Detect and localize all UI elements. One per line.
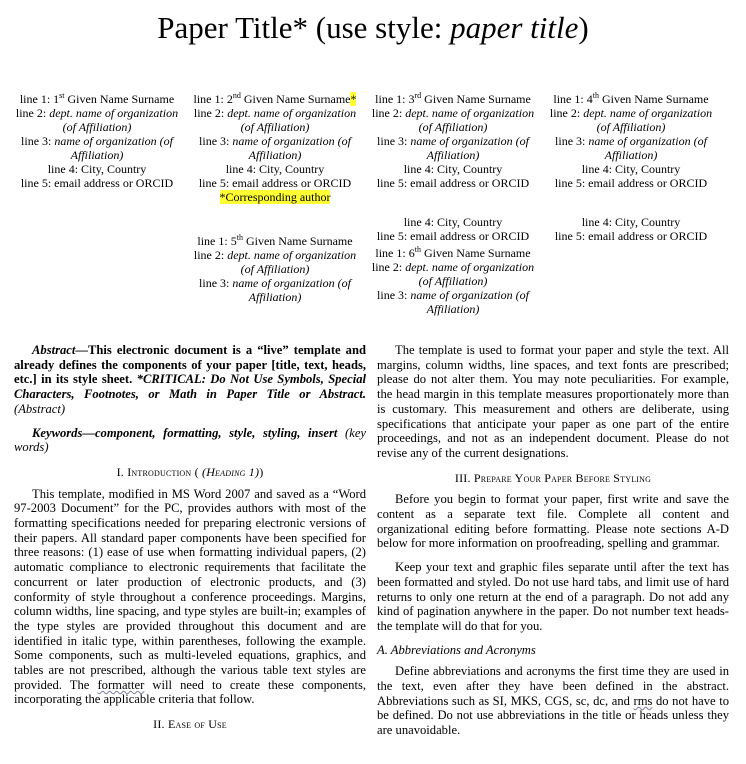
prepare-paragraph-2: Keep your text and graphic files separate until after the text has been formatted and styled. Do not use hard tabs, and limit use of hard returns to only one return at the end of a paragraph. Do not add any kind of pagination anywhere in the paper. Do not number text heads-the template will do that for you. xyxy=(377,560,729,633)
author-block-5: line 1: 5th Given Name Surname line 2: dept. name of organization (of Affiliation) line 3: name of organization (of Affiliation) xyxy=(193,233,357,304)
author-block-2: line 1: 2nd Given Name Surname* line 2: dept. name of organization (of Affiliation) line 3: name of organization (of Affiliation) line 4: City, Country line 5: email address or ORCID *Corresponding author xyxy=(193,91,357,204)
right-column xyxy=(377,343,729,738)
left-column xyxy=(14,343,366,739)
keywords: Keywords—component, formatting, style, styling, insert (key words) xyxy=(14,425,366,455)
abstract: Abstract—This electronic document is a “live” template and already defines the components of your paper [title, text, heads, etc.] in its style sheet. *CRITICAL: Do Not Use Symbols, Special Characters, Footnotes, or Math in Paper Title or Abstract. (Abstract) xyxy=(14,343,366,416)
intro-paragraph: This template, modified in MS Word 2007 and saved as a “Word 97-2003 Document” for the PC, provides authors with most of the formatting specifications needed for preparing electronic versions of their papers. All standard paper components have been specified for three reasons: (1) ease of use when formatting individual papers, (2) automatic compliance to electronic requirements that facilitate the concurrent or later production of electronic products, and (3) conformity of style throughout a conference proceedings. Margins, column widths, line spacing, and type styles are built-in; examples of the type styles are provided throughout this document and are identified in italic type, within parentheses, following the example. Some components, such as multi-leveled equations, graphics, and tables are not prescribed, although the various table text styles are provided. The formatter will need to create these components, incorporating the applicable criteria that follow. xyxy=(14,486,366,707)
template-paragraph: The template is used to format your paper and style the text. All margins, column widths, line spaces, and text fonts are prescribed; please do not alter them. You may note peculiarities. For example, the head margin in this template measures proportionately more than is customary. This measurement and others are deliberate, using specifications that anticipate your paper as one part of the entire proceedings, and not as an independent document. Please do not revise any of the current designations. xyxy=(377,343,729,460)
prepare-heading: III. Prepare Your Paper Before Styling xyxy=(454,470,652,485)
author-block-3: line 1: 3rd Given Name Surname line 2: dept. name of organization (of Affiliation) line 3: name of organization (of Affiliation) line 4: City, Country line 5: email address or ORCID xyxy=(371,91,535,190)
author-block-1: line 1: 1st Given Name Surname line 2: dept. name of organization (of Affiliation) line 3: name of organization (of Affiliation) line 4: City, Country line 5: email address or ORCID xyxy=(15,91,179,190)
paper-title: Paper Title* (use style: paper title) xyxy=(157,10,589,45)
ease-of-use-heading: II. Ease of Use xyxy=(153,717,227,732)
abbreviations-paragraph: Define abbreviations and acronyms the first time they are used in the text, even after they have been defined in the abstract. Abbreviations such as SI, MKS, CGS, sc, dc, and rms do not have to be defined. Do not use abbreviations in the title or heads unless they are unavoidable. xyxy=(377,664,729,738)
author-block-4: line 1: 4th Given Name Surname line 2: dept. name of organization (of Affiliation) line 3: name of organization (of Affiliation) line 4: City, Country line 5: email address or ORCID xyxy=(549,91,713,190)
author-block-6: line 4: City, Country line 5: email address or ORCID line 1: 6th Given Name Surname line 2: dept. name of organization (of Affiliation) line 3: name of organization (of Affiliation) xyxy=(371,215,535,316)
prepare-paragraph-1: Before you begin to format your paper, first write and save the content as a separate text file. Complete all content and organizational editing before formatting. Please note sections A-D below for more information on proofreading, spelling and grammar. xyxy=(377,492,729,551)
corresponding-author-note: *Corresponding author xyxy=(219,190,331,204)
author-block-7: line 4: City, Country line 5: email address or ORCID xyxy=(554,215,708,243)
abbreviations-heading: A. Abbreviations and Acronyms xyxy=(377,642,536,657)
corresponding-mark: * xyxy=(350,92,357,106)
intro-heading: I. Introduction ( (Heading 1)) xyxy=(116,464,264,479)
